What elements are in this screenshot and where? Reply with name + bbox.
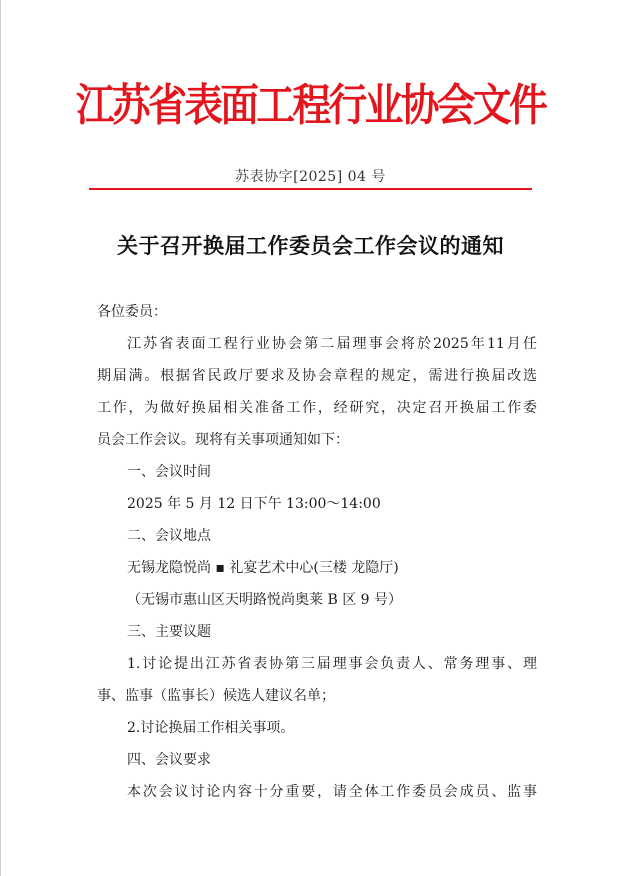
paragraph-line: 期届满。根据省民政厅要求及协会章程的规定，需进行换届改选 — [97, 368, 537, 384]
topic-item-line: 1.讨论提出江苏省表协第三届理事会负责人、常务理事、理 — [127, 656, 537, 672]
requirements-line: 本次会议讨论内容十分重要，请全体工作委员会成员、监事 — [127, 784, 537, 800]
topic-item: 2.讨论换届工作相关事项。 — [127, 720, 295, 736]
section-heading-requirements: 四、会议要求 — [127, 752, 211, 768]
meeting-venue: 无锡龙隐悦尚 ▪ 礼宴艺术中心(三楼 龙隐厅) — [127, 560, 399, 576]
meeting-address: （无锡市惠山区天明路悦尚奥莱 B 区 9 号） — [127, 592, 402, 608]
document-body — [97, 296, 537, 808]
section-heading-location: 二、会议地点 — [127, 528, 211, 544]
section-heading-topics: 三、主要议题 — [127, 624, 211, 640]
red-divider-line — [89, 188, 532, 190]
notice-title: 关于召开换届工作委员会工作会议的通知 — [117, 233, 504, 258]
meeting-time: 2025 年 5 月 12 日下午 13:00～14:00 — [127, 496, 381, 512]
document-number: 苏表协字[2025] 04 号 — [235, 169, 386, 185]
paragraph-line: 工作，为做好换届相关准备工作，经研究，决定召开换届工作委 — [97, 400, 537, 416]
paragraph-line: 江苏省表面工程行业协会第二届理事会将於2025年11月任 — [127, 336, 537, 352]
topic-item-line: 事、监事（监事长）候选人建议名单； — [97, 688, 335, 704]
section-heading-time: 一、会议时间 — [127, 464, 211, 480]
org-header-title: 江苏省表面工程行业协会文件 — [75, 80, 546, 131]
paragraph-line: 员会工作会议。现将有关事项通知如下： — [97, 432, 349, 448]
salutation: 各位委员： — [97, 304, 167, 320]
